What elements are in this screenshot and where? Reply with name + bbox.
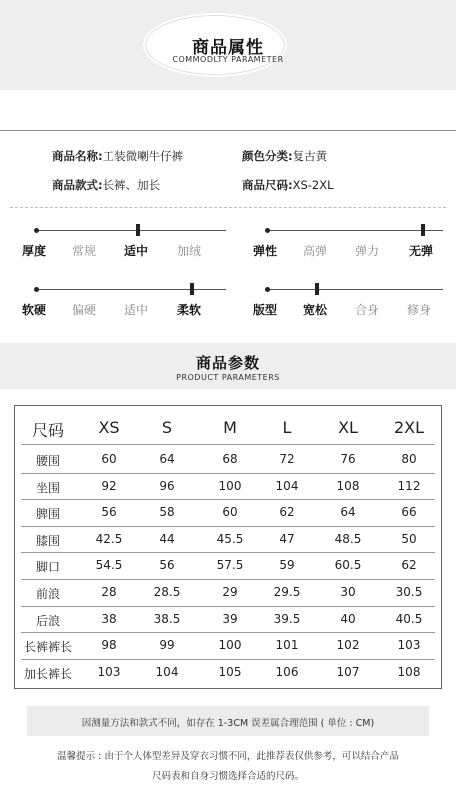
table-row-label: 腰围 — [35, 454, 60, 468]
table-row-label: 后浪 — [35, 613, 60, 628]
table-header-cell: XL — [338, 418, 358, 437]
table-header-cell: L — [282, 418, 292, 437]
slider-track — [267, 230, 443, 231]
table-cell: 60 — [101, 452, 117, 466]
slider-elasticity — [253, 224, 443, 268]
slider-track — [36, 289, 226, 290]
slider-option: 弹力 — [355, 244, 380, 258]
table-header-cell: 尺码 — [31, 421, 64, 440]
table-header-row — [21, 414, 435, 444]
table-cell: 29 — [222, 585, 238, 599]
measure-note: 因测量方法和款式不同，如存在 1-3CM 误差属合理范围 ( 单位 : CM) — [81, 718, 375, 729]
table-cell: 112 — [397, 478, 421, 493]
slider-fit — [253, 283, 443, 327]
table-cell: 50 — [401, 531, 417, 546]
table-cell: 100 — [218, 478, 242, 493]
table-cell: 28 — [101, 585, 117, 599]
table-row-divider — [21, 444, 435, 445]
slider-marker — [190, 283, 194, 295]
section-subtitle: PRODUCT PARAMETERS — [176, 373, 280, 382]
table-cell: 40.5 — [395, 611, 423, 626]
table-header-cell: M — [223, 418, 237, 437]
attr-product-name — [52, 148, 183, 164]
table-cell: 107 — [336, 664, 360, 679]
table-cell: 108 — [397, 664, 421, 679]
table-cell: 101 — [275, 638, 299, 653]
table-cell: 38.5 — [153, 611, 181, 626]
slider-marker — [136, 224, 140, 236]
attr-name-label: 商品名称: — [52, 149, 103, 163]
section-title: 商品参数 — [195, 354, 260, 372]
slider-option: 适中 — [124, 303, 149, 317]
attr-style-label: 商品款式: — [52, 178, 103, 192]
table-cell: 30.5 — [395, 585, 423, 599]
slider-option: 偏硬 — [72, 303, 97, 317]
table-cell: 100 — [218, 638, 242, 653]
table-cell: 58 — [159, 505, 175, 520]
table-row — [21, 446, 435, 473]
slider-start-dot — [34, 287, 39, 292]
table-cell: 47 — [279, 531, 295, 546]
table-cell: 64 — [159, 452, 175, 466]
attr-style — [52, 177, 160, 193]
table-cell: 103 — [397, 638, 421, 653]
attr-size-label: 商品尺码: — [242, 178, 293, 192]
table-cell: 30 — [340, 585, 356, 599]
table-header-cell: S — [161, 418, 173, 437]
table-row — [21, 659, 435, 686]
table-cell: 108 — [336, 478, 360, 493]
slider-option: 修身 — [407, 303, 432, 317]
table-row-label: 脾围 — [35, 507, 60, 522]
table-cell: 66 — [401, 505, 417, 520]
table-cell: 104 — [275, 478, 299, 493]
slider-option: 合身 — [355, 303, 380, 317]
table-cell: 98 — [101, 638, 117, 653]
table-cell: 80 — [401, 452, 417, 466]
slider-start-dot — [265, 287, 270, 292]
table-row-label: 脚口 — [35, 560, 60, 575]
divider-top — [0, 130, 456, 131]
slider-start-dot — [34, 228, 39, 233]
table-cell: 96 — [159, 478, 175, 493]
slider-title: 软硬 — [22, 303, 47, 317]
table-cell: 76 — [340, 452, 356, 466]
table-cell: 57.5 — [216, 558, 244, 573]
table-row-label: 加长裤长 — [23, 666, 72, 681]
table-cell: 44 — [159, 531, 175, 546]
table-row-label: 膝围 — [35, 533, 60, 548]
table-row — [21, 632, 435, 659]
slider-track — [267, 289, 443, 290]
table-cell: 64 — [340, 505, 356, 520]
slider-title: 厚度 — [22, 244, 47, 258]
tip-line-1: 温馨提示 : 由于个人体型差异及穿衣习惯不同，此推荐表仅供参考，可以结合产品 — [57, 751, 399, 762]
table-row — [21, 526, 435, 553]
attr-style-value: 长裤、加长 — [102, 178, 161, 192]
table-cell: 62 — [401, 558, 417, 573]
table-cell: 56 — [159, 558, 175, 573]
table-row — [21, 579, 435, 606]
table-row-label: 坐围 — [35, 480, 60, 495]
table-cell: 59 — [279, 558, 295, 573]
slider-title: 版型 — [253, 303, 278, 317]
attr-color-value: 复古黄 — [292, 149, 328, 163]
slider-option: 加绒 — [177, 244, 202, 258]
table-row — [21, 606, 435, 633]
tip-line-2: 尺码表和自身习惯选择合适的尺码。 — [151, 771, 304, 782]
table-row — [21, 552, 435, 579]
table-cell: 99 — [159, 638, 175, 653]
slider-option-selected: 柔软 — [177, 303, 202, 317]
table-cell: 60 — [222, 505, 238, 520]
slider-option-selected: 适中 — [124, 244, 149, 258]
table-row — [21, 473, 435, 500]
slider-option-selected: 无弹 — [409, 244, 434, 258]
table-cell: 72 — [279, 452, 295, 466]
slider-track — [36, 230, 226, 231]
table-cell: 40 — [340, 611, 356, 626]
table-cell: 106 — [275, 664, 299, 679]
table-cell: 102 — [336, 638, 360, 653]
table-cell: 104 — [155, 664, 179, 679]
slider-softness — [20, 283, 226, 327]
table-cell: 38 — [101, 611, 117, 626]
table-cell: 39.5 — [273, 611, 301, 626]
table-cell: 29.5 — [273, 585, 301, 599]
table-cell: 54.5 — [95, 558, 123, 573]
table-row-label: 前浪 — [35, 587, 60, 601]
slider-option: 常规 — [72, 244, 97, 258]
table-cell: 105 — [218, 664, 242, 679]
table-header-cell: XS — [98, 418, 120, 437]
slider-marker — [315, 283, 319, 295]
attr-size — [242, 177, 334, 193]
table-cell: 28.5 — [153, 585, 181, 599]
page-title: 商品属性 — [192, 38, 264, 58]
table-cell: 92 — [101, 478, 117, 493]
attr-size-value: XS-2XL — [292, 178, 334, 192]
slider-thickness — [20, 224, 226, 268]
slider-title: 弹性 — [253, 244, 278, 258]
table-cell: 56 — [101, 505, 117, 520]
attr-color-label: 颜色分类: — [242, 149, 293, 163]
slider-start-dot — [265, 228, 270, 233]
slider-marker — [421, 224, 425, 236]
table-cell: 62 — [279, 505, 295, 520]
table-cell: 39 — [222, 611, 238, 626]
attr-name-value: 工装微喇牛仔裤 — [102, 149, 184, 163]
slider-option: 高弹 — [303, 244, 328, 258]
table-cell: 60.5 — [334, 558, 362, 573]
slider-option-selected: 宽松 — [303, 303, 328, 317]
table-cell: 42.5 — [95, 531, 123, 546]
table-cell: 68 — [222, 452, 238, 466]
table-row — [21, 499, 435, 526]
table-header-cell: 2XL — [393, 418, 425, 437]
divider-dashed — [10, 207, 446, 208]
table-cell: 103 — [97, 664, 121, 679]
table-cell: 48.5 — [334, 531, 362, 546]
page-subtitle: COMMODLTY PARAMETER — [172, 55, 284, 64]
table-cell: 45.5 — [216, 531, 244, 546]
attr-color — [242, 148, 327, 164]
table-row-label: 长裤裤长 — [23, 640, 72, 655]
